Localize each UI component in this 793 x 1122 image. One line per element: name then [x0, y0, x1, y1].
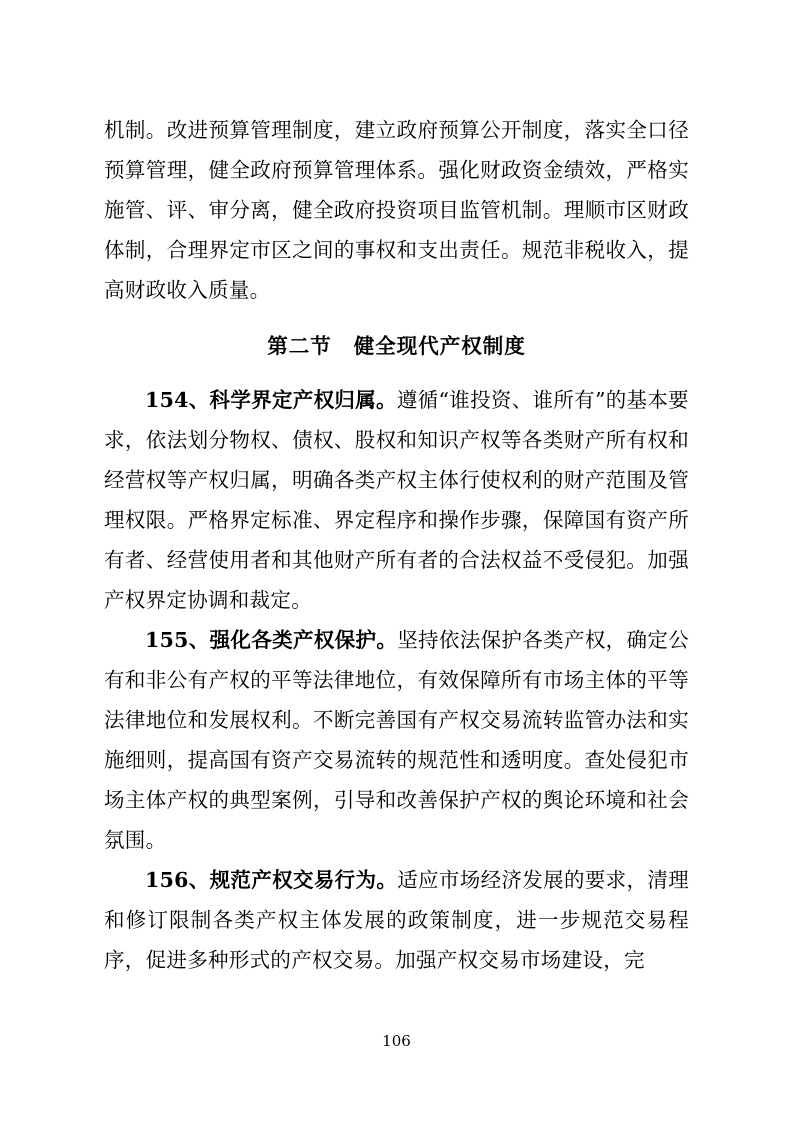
paragraph-continued: 机制。改进预算管理制度，建立政府预算公开制度，落实全口径预算管理，健全政府预算管理体系。强化财政资金绩效，严格实施管、评、审分离，健全政府投资项目监管机制。理顺市区财政体制，合理界定市区之间的事权和支出责任。规范非税收入，提高财政收入质量。: [104, 118, 689, 302]
section-heading: [104, 326, 689, 366]
section-heading-title: 健全现代产权制度: [353, 334, 526, 358]
paragraph-156: [104, 860, 689, 980]
page-number: 106: [382, 1032, 411, 1050]
section-heading-label: 第二节: [267, 334, 332, 358]
page-content: [104, 110, 689, 980]
paragraph-156-lead: 156、规范产权交易行为。: [145, 868, 398, 892]
paragraph-155-text: 坚持依法保护各类产权，确定公有和非公有产权的平等法律地位，有效保障所有市场主体的平等法律地位和发展权利。不断完善国有产权交易流转监管办法和实施细则，提高国有资产交易流转的规范性和透明度。查处侵犯市场主体产权的典型案例，引导和改善保护产权的舆论环境和社会氛围。: [104, 628, 689, 852]
paragraph-154-text: 遵循“谁投资、谁所有”的基本要求，依法划分物权、债权、股权和知识产权等各类财产所有权和经营权等产权归属，明确各类产权主体行使权利的财产范围及管理权限。严格界定标准、界定程序和操作步骤，保障国有资产所有者、经营使用者和其他财产所有者的合法权益不受侵犯。加强产权界定协调和裁定。: [104, 388, 689, 612]
paragraph-154: [104, 380, 689, 620]
paragraph-156-text: 适应市场经济发展的要求，清理和修订限制各类产权主体发展的政策制度，进一步规范交易程序，促进多种形式的产权交易。加强产权交易市场建设，完: [104, 868, 689, 972]
paragraph-154-lead: 154、科学界定产权归属。: [145, 388, 397, 412]
paragraph-155-lead: 155、强化各类产权保护。: [145, 628, 398, 652]
paragraph-155: [104, 620, 689, 860]
